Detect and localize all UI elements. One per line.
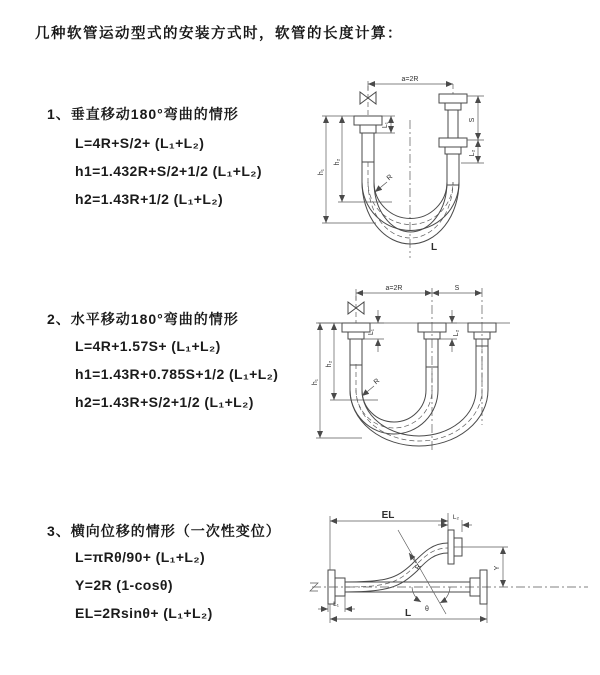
section-1-formula-L: L=4R+S/2+ (L₁+L₂) [75, 135, 205, 151]
left-pipe-fitting [354, 116, 382, 162]
section-2-formula-L: L=4R+1.57S+ (L₁+L₂) [75, 338, 221, 354]
dim-label-el: EL [381, 510, 395, 521]
section-1-formula-h2: h2=1.43R+1/2 (L₁+L₂) [75, 191, 224, 207]
section-3-formula-L: L=πRθ/90+ (L₁+L₂) [75, 549, 206, 565]
section-3-heading: 3、横向位移的情形（一次性变位） [47, 523, 281, 539]
dim-label-l1: L₁ [368, 328, 375, 336]
section-2-formula-h2: h2=1.43R+S/2+1/2 (L₁+L₂) [75, 394, 254, 410]
radius-callout [362, 378, 381, 396]
dim-label-l2: L₂ [469, 149, 476, 157]
section-2-heading: 2、水平移动180°弯曲的情形 [47, 311, 239, 327]
dim-label-h2: h₂ [334, 158, 341, 166]
hose-curves [362, 162, 459, 244]
section-1-heading: 1、垂直移动180°弯曲的情形 [47, 106, 239, 122]
dim-label-a2r: a=2R [401, 76, 419, 83]
valve-icon [360, 86, 376, 116]
dimension-l2 [440, 310, 460, 352]
right-pipe-fitting [439, 84, 467, 185]
section-3-formula-EL: EL=2Rsinθ+ (L₁+L₂) [75, 605, 213, 621]
center-axes [318, 288, 510, 452]
dim-label-a2r: a=2R [385, 285, 403, 292]
dimension-h1-h2 [318, 116, 395, 223]
dim-label-s: S [469, 117, 476, 123]
dimension-h1-h2 [312, 323, 378, 438]
dim-label-r: R [385, 173, 395, 183]
section-2-formula-h1: h1=1.43R+0.785S+1/2 (L₁+L₂) [75, 366, 279, 382]
dim-label-h1: h₁ [312, 378, 319, 386]
dimension-a2r-s [356, 285, 482, 300]
section-3-formula-Y: Y=2R (1-cosθ) [75, 577, 173, 593]
section-1-formula-h1: h1=1.432R+S/2+1/2 (L₁+L₂) [75, 163, 262, 179]
dim-label-l-total: L [430, 242, 438, 253]
dim-label-h2: h₂ [326, 360, 333, 368]
dimension-l1 [364, 310, 384, 352]
dim-label-l-total: L [404, 608, 412, 619]
dimension-s-l2 [461, 96, 484, 163]
dim-label-y: Y [494, 565, 501, 571]
dim-label-l1: L₁ [382, 121, 389, 129]
displaced-hose-curve [345, 543, 448, 592]
dimension-l2 [438, 514, 472, 532]
valve-icon [348, 296, 364, 323]
diagram-vertical-180-bend [312, 70, 592, 265]
hose-curves [350, 346, 488, 446]
dim-label-l2: L₂ [453, 329, 460, 337]
left-pipe-fitting [342, 323, 370, 365]
diagram-lateral-displacement [300, 492, 600, 647]
dim-label-r: R [372, 377, 382, 387]
dim-label-h1: h₁ [318, 168, 325, 176]
dimension-a2r [368, 76, 453, 90]
dimension-l [330, 604, 487, 623]
radius-and-angle-construction [398, 530, 450, 614]
center-axis [310, 583, 588, 591]
angle-label-theta: θ [425, 606, 429, 613]
dim-label-r: R [414, 563, 423, 572]
page-title: 几种软管运动型式的安装方式时，软管的长度计算： [35, 26, 403, 42]
radius-callout [375, 174, 394, 192]
dim-label-l2: L₂ [452, 514, 460, 521]
diagram-horizontal-180-bend [310, 280, 595, 475]
dim-label-l1: L₁ [333, 601, 339, 608]
dimension-l1 [318, 596, 355, 612]
dimension-el [330, 510, 448, 570]
dim-label-s: S [454, 285, 460, 292]
